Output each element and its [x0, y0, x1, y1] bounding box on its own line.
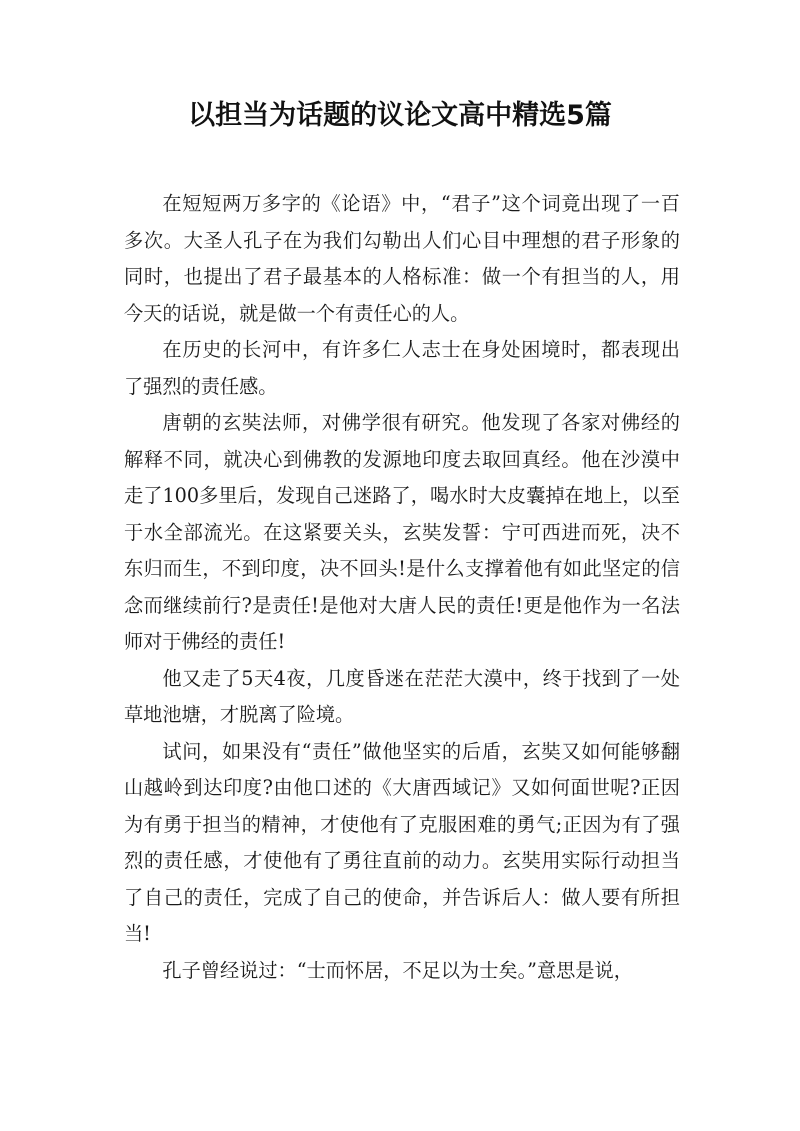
paragraph: 在短短两万多字的《论语》中，“君子”这个词竟出现了一百多次。大圣人孔子在为我们勾勒出人们心目中理想的君子形象的同时，也提出了君子最基本的人格标准：做一个有担当的人，用今天的话说，就是做一个有责任心的人。 — [124, 192, 680, 325]
paragraph: 孔子曾经说过：“士而怀居，不足以为士矣。”意思是说， — [162, 958, 633, 982]
paragraph: 唐朝的玄奘法师，对佛学很有研究。他发现了各家对佛经的解释不同，就决心到佛教的发源地印度去取回真经。他在沙漠中走了100多里后，发现自己迷路了，喝水时大皮囊掉在地上，以至于水全部流光。在这紧要关头，玄奘发誓：宁可西进而死，决不东归而生，不到印度，决不回头!是什么支撑着他有如此坚定的信念而继续前行?是责任!是他对大唐人民的责任!更是他作为一名法师对于佛经的责任! — [124, 411, 680, 653]
paragraph: 试问，如果没有“责任”做他坚实的后盾，玄奘又如何能够翻山越岭到达印度?由他口述的《大唐西域记》又如何面世呢?正因为有勇于担当的精神，才使他有了克服困难的勇气;正因为有了强烈的责任感，才使他有了勇往直前的动力。玄奘用实际行动担当了自己的责任，完成了自己的使命，并告诉后人：做人要有所担当! — [124, 739, 680, 945]
document-body — [124, 186, 680, 989]
paragraph: 他又走了5天4夜，几度昏迷在茫茫大漠中，终于找到了一处草地池塘，才脱离了险境。 — [124, 666, 680, 726]
document-title: 以担当为话题的议论文高中精选5篇 — [188, 100, 612, 131]
paragraph: 在历史的长河中，有许多仁人志士在身处困境时，都表现出了强烈的责任感。 — [124, 338, 680, 398]
